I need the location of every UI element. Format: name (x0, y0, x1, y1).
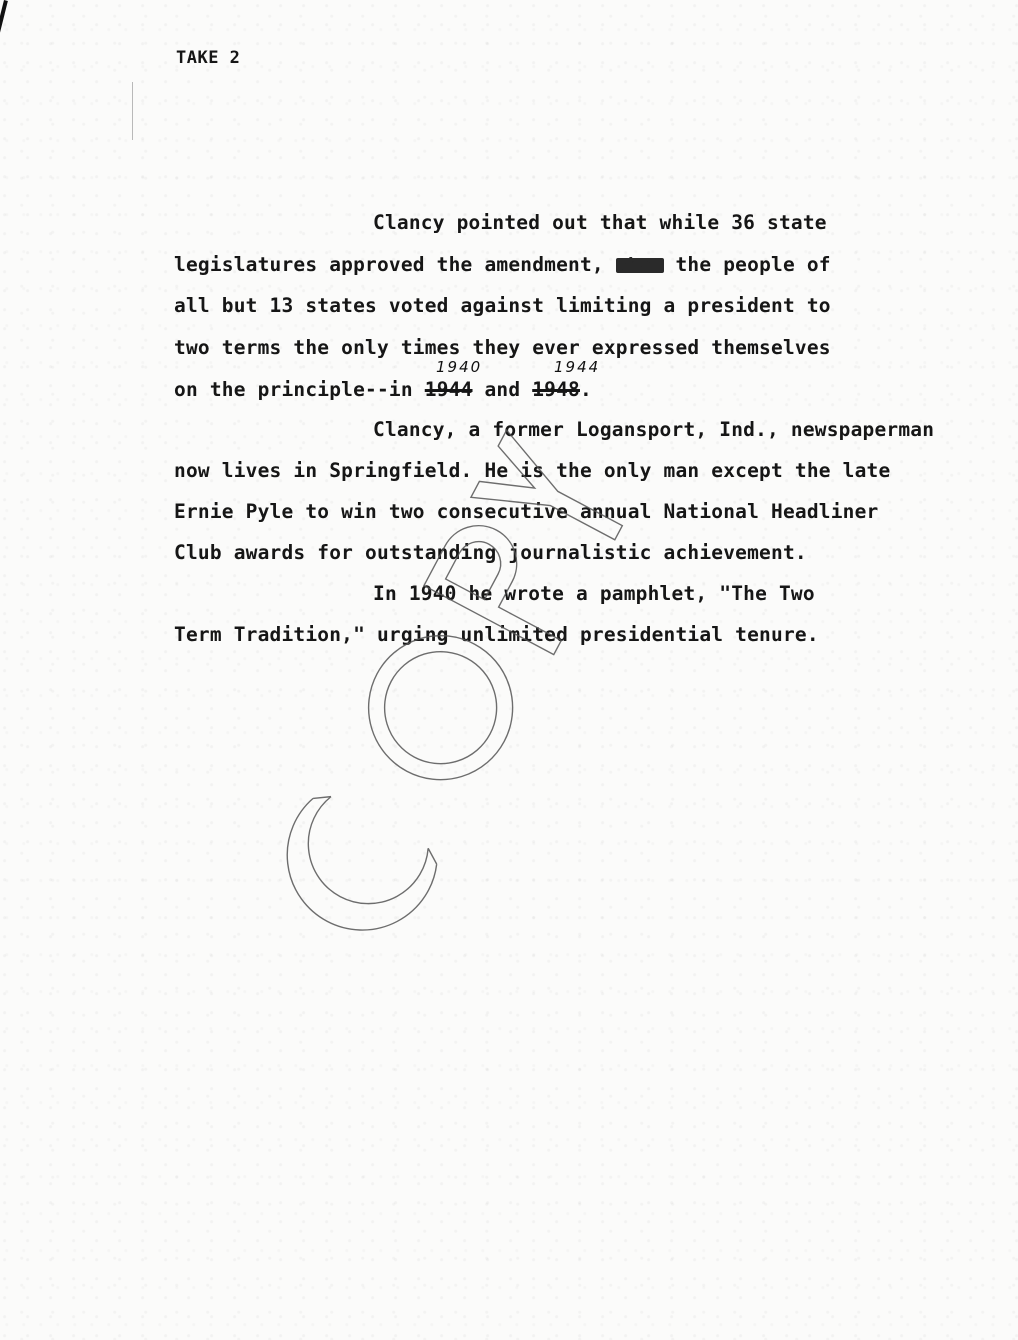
p1-line-2 (174, 253, 831, 277)
margin-scratch (132, 82, 141, 140)
p1-line-5-mid: and (472, 378, 533, 401)
p2-line-1: Clancy, a former Logansport, Ind., newspaperman (373, 418, 935, 441)
stamp-letter-o (343, 610, 538, 805)
struck-word: that (615, 254, 664, 277)
p1-line-3: all but 13 states voted against limiting a president to (174, 294, 831, 317)
p1-line-5-pre: on the principle--in (174, 378, 425, 401)
p2-line-3: Ernie Pyle to win two consecutive annual National Headliner (174, 500, 879, 523)
stamp-letter-p (424, 512, 593, 654)
p1-line-2-pre: legislatures approved the amendment, (174, 253, 616, 276)
p2-line-4: Club awards for outstanding journalistic achievement. (174, 541, 807, 564)
stamp-letter-y (471, 430, 636, 566)
struck-year-1: 1944 (424, 378, 473, 401)
handwritten-correction-1944: 1944 (554, 358, 601, 376)
edge-mark (0, 0, 8, 67)
p1-line-5-post: . (579, 378, 592, 401)
p1-line-1: Clancy pointed out that while 36 state (373, 211, 827, 234)
take-label: TAKE 2 (176, 48, 241, 68)
p1-line-4: two terms the only times they ever expressed themselves (174, 336, 831, 359)
stamp-letter-c (261, 787, 446, 956)
p3-line-2: Term Tradition," urging unlimited presidential tenure. (174, 623, 819, 646)
copy-stamp (230, 380, 670, 1000)
p2-line-2: now lives in Springfield. He is the only man except the late (174, 459, 891, 482)
handwritten-correction-1940: 1940 (436, 358, 483, 376)
p1-line-2-post: the people of (663, 253, 831, 276)
p3-line-1: In 1940 he wrote a pamphlet, "The Two (373, 582, 815, 605)
struck-year-2: 1948 (532, 378, 580, 401)
